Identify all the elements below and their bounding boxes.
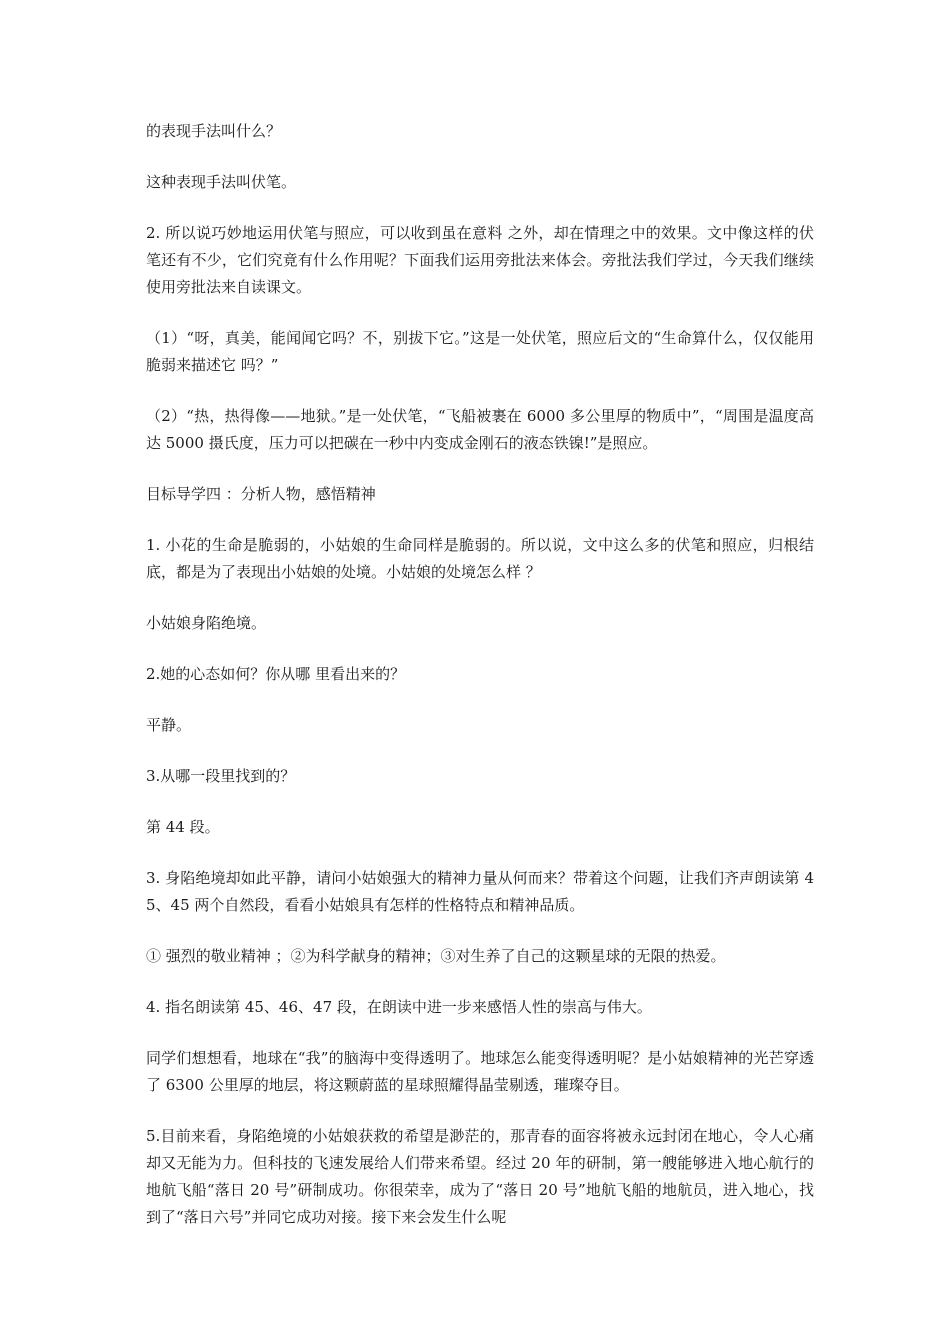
section-heading-goal-4: 目标导学四 ：分析人物，感悟精神 xyxy=(146,485,376,503)
paragraph-item-5-future: 5.目前来看，身陷绝境的小姑娘获救的希望是渺茫的，那青春的面容将被永远封闭在地心，令人心痛却又无能为力。但科技的飞速发展给人们带来希望。经过 20 年的研制，第一艘能够进入地心航行的地航飞船“落日 20 号”研制成功。你很荣幸，成为了“落日 20 号”地航飞船的地航员，进入地心，找到了“落日六号”并同它成功对接。接下来会发生什么呢 xyxy=(146,1127,814,1226)
paragraph-answer-foreshadowing: 这种表现手法叫伏笔。 xyxy=(146,173,297,191)
paragraph-transparent-earth: 同学们想想看，地球在“我”的脑海中变得透明了。地球怎么能变得透明呢？是小姑娘精神的光芒穿透了 6300 公里厚的地层，将这颗蔚蓝的星球照耀得晶莹剔透，璀璨夺目。 xyxy=(146,1049,814,1094)
paragraph-item-4-reading: 4. 指名朗读第 45、46、47 段，在朗读中进一步来感悟人性的崇高与伟大。 xyxy=(146,998,652,1016)
paragraph-item-2-mood: 2.她的心态如何？你从哪 里看出来的？ xyxy=(146,665,406,683)
paragraph-question-tail: 的表现手法叫什么？ xyxy=(146,122,282,140)
paragraph-answer-section: 第 44 段。 xyxy=(146,818,220,836)
paragraph-item-1-situation: 1. 小花的生命是脆弱的，小姑娘的生命同样是脆弱的。所以说，文中这么多的伏笔和照应，归根结底，都是为了表现出小姑娘的处境。小姑娘的处境怎么样 ？ xyxy=(146,536,814,581)
paragraph-item-2: 2. 所以说巧妙地运用伏笔与照应，可以收到虽在意料 之外，却在情理之中的效果。文中像这样的伏笔还有不少，它们究竟有什么作用呢？下面我们运用旁批法来体会。旁批法我们学过，今天我们继续使用旁批法来自读课文。 xyxy=(146,224,814,296)
paragraph-answer-situation: 小姑娘身陷绝境。 xyxy=(146,614,267,632)
paragraph-example-2: （2）“热，热得像——地狱。”是一处伏笔，“飞船被裹在 6000 多公里厚的物质中”，“周围是温度高达 5000 摄氏度，压力可以把碳在一秒中内变成金刚石的液态铁镍!”是照应。 xyxy=(146,407,814,452)
paragraph-answer-mood: 平静。 xyxy=(146,716,192,734)
document-page xyxy=(146,118,814,1255)
paragraph-answer-spirit-list: ① 强烈的敬业精神 ；②为科学献身的精神；③对生养了自己的这颗星球的无限的热爱。 xyxy=(146,947,726,965)
paragraph-item-3-spirit: 3. 身陷绝境却如此平静，请问小姑娘强大的精神力量从何而来？带着这个问题，让我们齐声朗读第 45、45 两个自然段，看看小姑娘具有怎样的性格特点和精神品质。 xyxy=(146,869,814,914)
paragraph-example-1: （1）“呀，真美，能闻闻它吗？不，别拔下它。”这是一处伏笔，照应后文的“生命算什么，仅仅能用脆弱来描述它 吗？” xyxy=(146,329,814,374)
paragraph-item-3-which-section: 3.从哪一段里找到的？ xyxy=(146,767,296,785)
